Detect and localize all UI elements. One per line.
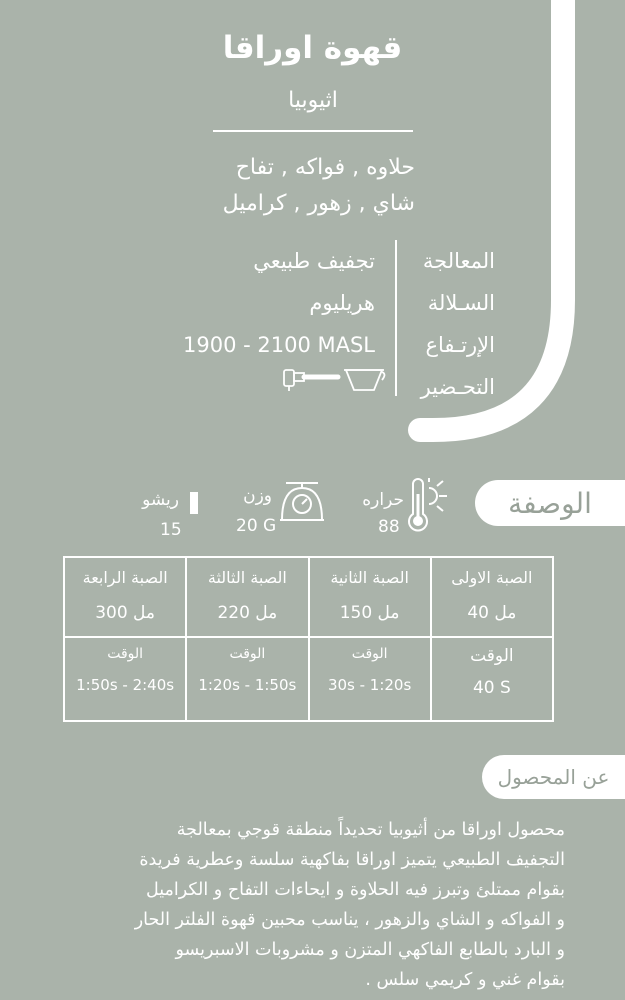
pour-time-cell: الوقت 1:50s - 2:40s — [64, 637, 186, 721]
brew-method-label: التحـضير — [420, 375, 495, 399]
pour-time-cell: الوقت 1:20s - 1:50s — [186, 637, 308, 721]
brew-method-icons — [282, 364, 387, 398]
weight-value: 20 G — [236, 516, 277, 536]
pour-over-dripper-icon — [344, 370, 385, 390]
grind-bar-icon — [190, 492, 198, 514]
altitude-value: 1900 - 2100 MASL — [182, 333, 375, 357]
grind-param — [135, 478, 210, 538]
variety-value: هريليوم — [309, 291, 375, 315]
pour-time-cell: الوقت 40 S — [431, 637, 553, 721]
about-description: محصول اوراقا من أثيوبيا تحديداً منطقة قوجي بمعالجة التجفيف الطبيعي يتميز اوراقا بفاكهية سلسة وعطرية فريدة بقوام ممتلئ وتبرز فيه الحلاوة و ايحاءات التفاح و الكراميل و الفواكه و الشاي والزهور ، يناسب محبين قهوة الفلتر الحار و البارد بالطابع الفاكهي المتزن و مشروبات الاسبريسو بقوام غني و كريمي سلس . — [134, 820, 565, 990]
espresso-portafilter-icon — [284, 370, 338, 391]
title-divider — [213, 130, 413, 132]
process-value: تجفيف طبيعي — [253, 249, 375, 273]
altitude-label: الإرتـفاع — [425, 333, 495, 357]
pours-table — [63, 556, 554, 722]
thermometer-icon — [407, 478, 451, 532]
temperature-param — [362, 478, 460, 537]
grind-label: ريشو — [142, 490, 179, 510]
pour-time-cell: الوقت 30s - 1:20s — [309, 637, 431, 721]
pour-cell: الصبة الاولى مل 40 — [431, 557, 553, 637]
pour-cell: الصبة الثانية مل 150 — [309, 557, 431, 637]
tasting-notes-line-1: حلاوه , فواكه , تفاح — [235, 155, 415, 180]
spec-labels — [400, 240, 495, 408]
product-origin: اثيوبيا — [288, 88, 338, 113]
scale-icon — [276, 480, 328, 526]
weight-param — [234, 478, 344, 536]
spec-divider — [395, 240, 397, 396]
spec-values — [150, 240, 375, 366]
grind-value: 15 — [160, 520, 182, 540]
weight-label: وزن — [243, 486, 272, 506]
process-label: المعالجة — [422, 249, 495, 273]
about-section-title: عن المحصول — [482, 755, 625, 799]
recipe-section-title: الوصفة — [475, 480, 625, 526]
variety-label: السـلالة — [427, 291, 495, 315]
temperature-value: 88 — [378, 517, 400, 537]
tasting-notes — [150, 150, 415, 222]
pour-cell: الصبة الرابعة مل 300 — [64, 557, 186, 637]
product-name: قهوة اوراقا — [222, 30, 403, 66]
tasting-notes-line-2: شاي , زهور , كراميل — [222, 191, 415, 216]
pour-cell: الصبة الثالثة مل 220 — [186, 557, 308, 637]
temperature-label: حراره — [362, 490, 404, 510]
